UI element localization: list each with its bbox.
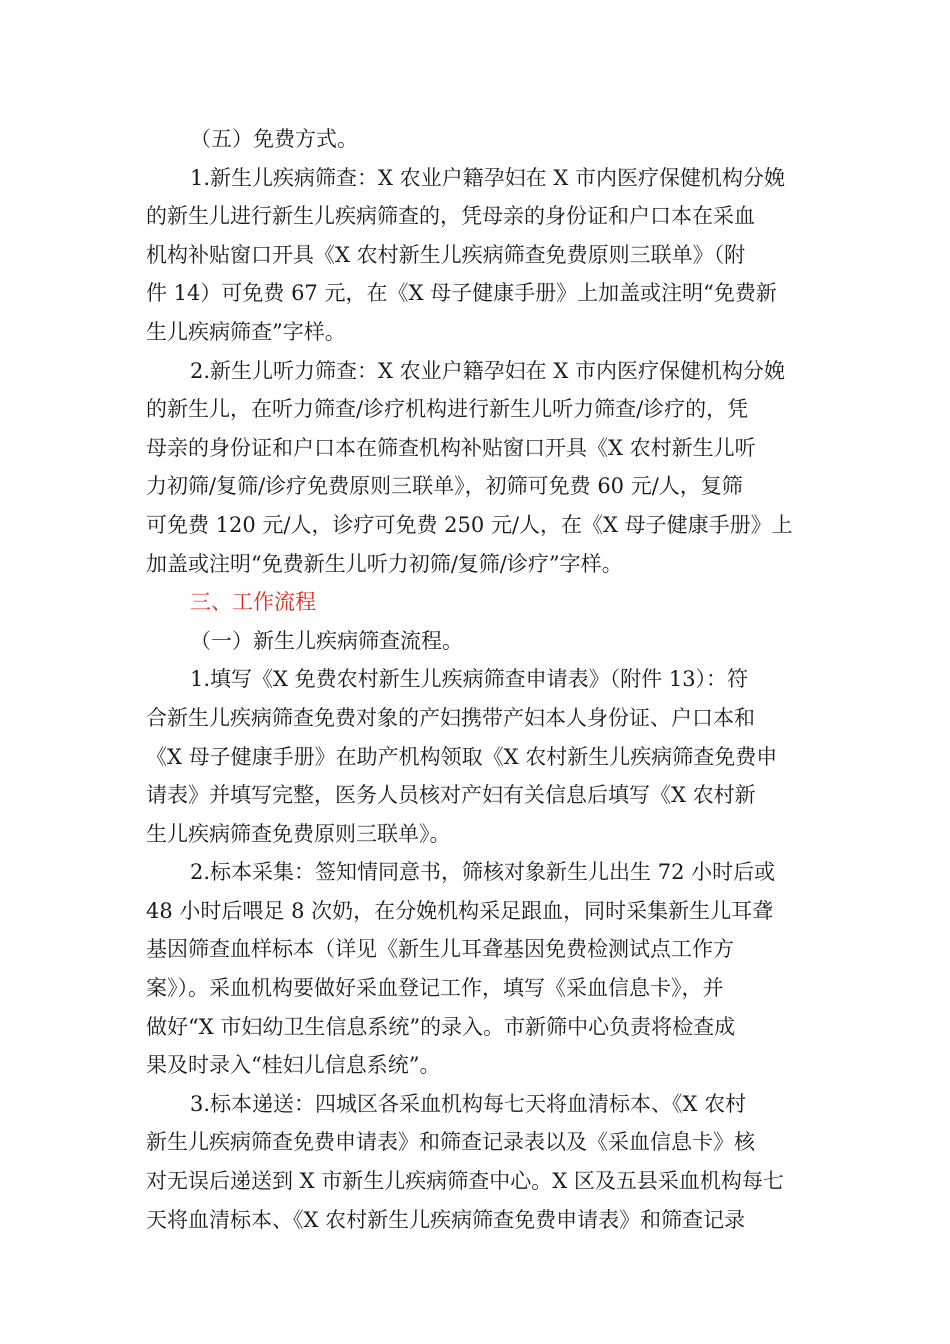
section-heading: 三、工作流程 bbox=[190, 590, 316, 615]
text-line: 天将血清标本、《X 农村新生儿疾病筛查免费申请表》和筛查记录 bbox=[146, 1207, 746, 1232]
text-line: 请表》并填写完整，医务人员核对产妇有关信息后填写《X 农村新 bbox=[146, 783, 756, 808]
text-line: 案》）。采血机构要做好采血登记工作，填写《采血信息卡》，并 bbox=[146, 976, 724, 1001]
text-line: 的新生儿，在听力筛查/诊疗机构进行新生儿听力筛查/诊疗的，凭 bbox=[146, 397, 749, 422]
text-line: 生儿疾病筛查免费原则三联单》。 bbox=[146, 821, 451, 846]
text-line: 果及时录入“桂妇儿信息系统”。 bbox=[146, 1053, 441, 1078]
text-line: 48 小时后喂足 8 次奶，在分娩机构采足跟血，同时采集新生儿耳聋 bbox=[146, 898, 774, 923]
text-line: 的新生儿进行新生儿疾病筛查的，凭母亲的身份证和户口本在采血 bbox=[146, 204, 755, 229]
text-line: 母亲的身份证和户口本在筛查机构补贴窗口开具《X 农村新生儿听 bbox=[146, 435, 756, 460]
text-line: 1.新生儿疾病筛查：X 农业户籍孕妇在 X 市内医疗保健机构分娩 bbox=[190, 165, 785, 190]
text-line: 生儿疾病筛查”字样。 bbox=[146, 319, 346, 344]
text-line: 《X 母子健康手册》在助产机构领取《X 农村新生儿疾病筛查免费申 bbox=[146, 744, 778, 769]
text-line: 基因筛查血样标本（详见《新生儿耳聋基因免费检测试点工作方 bbox=[146, 937, 734, 962]
text-line: 2.标本采集：签知情同意书，筛核对象新生儿出生 72 小时后或 bbox=[190, 860, 776, 885]
document-body bbox=[146, 120, 806, 1239]
text-line: 3.标本递送：四城区各采血机构每七天将血清标本、《X 农村 bbox=[190, 1091, 747, 1116]
text-line: 合新生儿疾病筛查免费对象的产妇携带产妇本人身份证、户口本和 bbox=[146, 705, 755, 730]
text-line: 可免费 120 元/人，诊疗可免费 250 元/人，在《X 母子健康手册》上 bbox=[146, 512, 793, 537]
text-line: 机构补贴窗口开具《X 农村新生儿疾病筛查免费原则三联单》（附 bbox=[146, 242, 746, 267]
text-line: 1.填写《X 免费农村新生儿疾病筛查申请表》（附件 13）：符 bbox=[190, 667, 749, 692]
text-line: 加盖或注明“免费新生儿听力初筛/复筛/诊疗”字样。 bbox=[146, 551, 623, 576]
text-line: 件 14）可免费 67 元，在《X 母子健康手册》上加盖或注明“免费新 bbox=[146, 281, 777, 306]
text-line: 对无误后递送到 X 市新生儿疾病筛查中心。X 区及五县采血机构每七 bbox=[146, 1169, 784, 1194]
text-line: 做好“X 市妇幼卫生信息系统”的录入。市新筛中心负责将检查成 bbox=[146, 1014, 736, 1039]
text-line: 力初筛/复筛/诊疗免费原则三联单》，初筛可免费 60 元/人，复筛 bbox=[146, 474, 743, 499]
text-line: （一）新生儿疾病筛查流程。 bbox=[190, 628, 463, 653]
text-line: 新生儿疾病筛查免费申请表》和筛查记录表以及《采血信息卡》核 bbox=[146, 1130, 755, 1155]
text-line: （五）免费方式。 bbox=[190, 127, 358, 151]
text-line: 2.新生儿听力筛查：X 农业户籍孕妇在 X 市内医疗保健机构分娩 bbox=[190, 358, 785, 383]
